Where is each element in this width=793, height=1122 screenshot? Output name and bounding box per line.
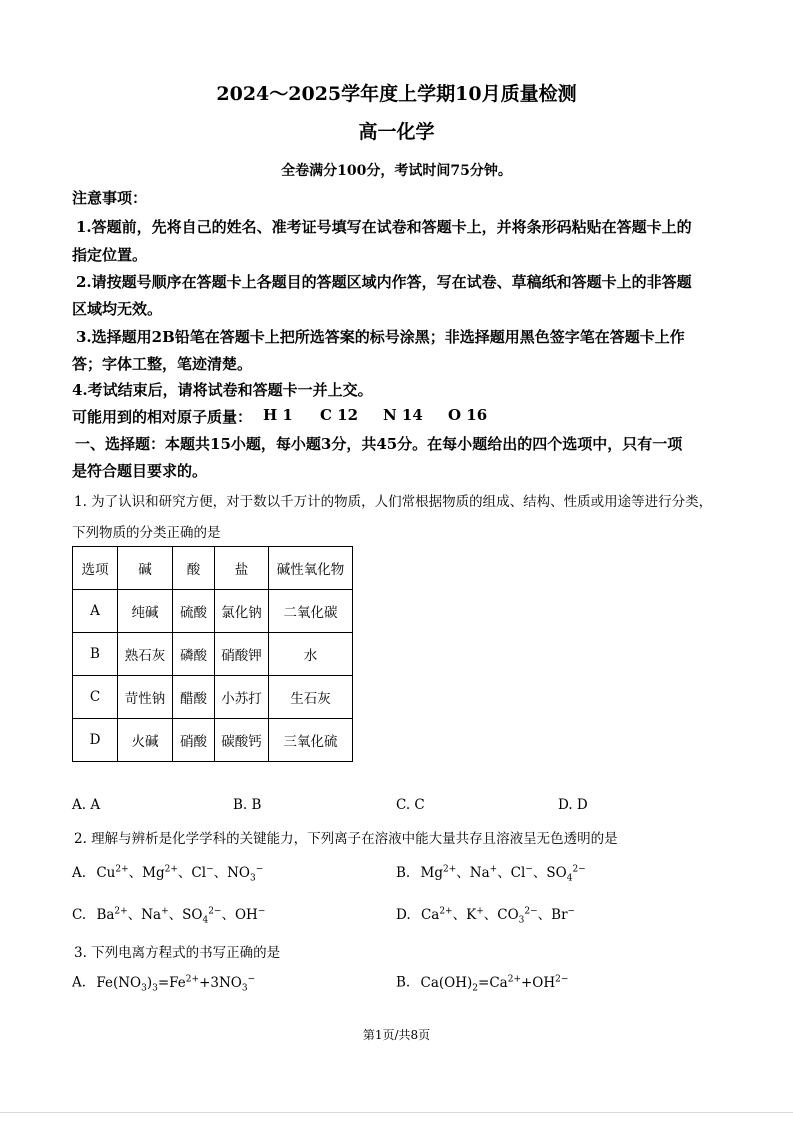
atomic-mass-c: C 12 bbox=[320, 406, 359, 424]
note-3-line-1: 3.选择题用2B铅笔在答题卡上把所选答案的标号涂黑；非选择题用黑色签字笔在答题卡上作 bbox=[76, 328, 685, 346]
table-header-cell: 碱 bbox=[118, 547, 173, 590]
table-cell: 纯碱 bbox=[118, 590, 173, 633]
q2-option-c bbox=[72, 903, 265, 926]
note-4: 4.考试结束后，请将试卷和答题卡一并上交。 bbox=[72, 381, 373, 399]
q1-option-a: A. A bbox=[72, 797, 101, 813]
table-header-cell: 盐 bbox=[215, 547, 269, 590]
formula-image: $Ba^{2+}$、Na+、$SO_4^{2-}$、OH− bbox=[96, 906, 266, 926]
atomic-mass-n: N 14 bbox=[383, 406, 423, 424]
exam-title: 2024～2025学年度上学期10月质量检测 bbox=[216, 83, 577, 105]
table-cell: 小苏打 bbox=[215, 676, 269, 719]
table-cell: 二氧化碳 bbox=[269, 590, 353, 633]
note-2-line-2: 区域均无效。 bbox=[72, 300, 163, 318]
table-header-row bbox=[73, 547, 353, 590]
subject-title: 高一化学 bbox=[358, 121, 435, 143]
table-cell: A bbox=[73, 590, 118, 633]
table-cell: 苛性钠 bbox=[118, 676, 173, 719]
q1-stem-line-2: 下列物质的分类正确的是 bbox=[72, 525, 221, 541]
bottom-divider bbox=[0, 1112, 793, 1113]
option-label: A. bbox=[72, 974, 87, 991]
table-cell: 碳酸钙 bbox=[215, 719, 269, 762]
table-header-cell: 碱性氧化物 bbox=[269, 547, 353, 590]
table-cell: 氯化钠 bbox=[215, 590, 269, 633]
q1-option-c: C. C bbox=[396, 797, 425, 813]
q2-option-d bbox=[396, 903, 575, 926]
table-cell: 生石灰 bbox=[269, 676, 353, 719]
equation-image: $Ca(OH)_2=Ca^{2+}+OH^{2-}$ bbox=[420, 974, 569, 994]
page-footer: 第1页/共8页 bbox=[362, 1028, 431, 1042]
option-label: C. bbox=[72, 907, 87, 923]
q1-option-b: B. B bbox=[233, 797, 262, 813]
table-cell: 硝酸 bbox=[173, 719, 215, 762]
table-cell: 硝酸钾 bbox=[215, 633, 269, 676]
table-header-cell: 选项 bbox=[73, 547, 118, 590]
exam-info: 全卷满分100分，考试时间75分钟。 bbox=[281, 163, 512, 179]
option-label: B. bbox=[396, 865, 411, 881]
option-label: A. bbox=[72, 865, 87, 881]
q2-stem: 2. 理解与辨析是化学学科的关键能力，下列离子在溶液中能大量共存且溶液呈无色透明的是 bbox=[74, 831, 618, 847]
formula-image: $Ca^{2+}$、K+、$CO_3^{2-}$、Br− bbox=[420, 906, 576, 926]
table-cell: 三氧化硫 bbox=[269, 719, 353, 762]
table-header-cell: 酸 bbox=[173, 547, 215, 590]
table-row bbox=[73, 719, 353, 762]
option-label: D. bbox=[396, 907, 411, 923]
section-1-line-1: 一、选择题：本题共15小题，每小题3分，共45分。在每小题给出的四个选项中，只有一项 bbox=[75, 435, 683, 453]
table-cell: 火碱 bbox=[118, 719, 173, 762]
q1-option-d: D. D bbox=[558, 797, 588, 813]
classification-table bbox=[72, 546, 353, 762]
q3-option-b bbox=[396, 974, 568, 993]
table-cell: 熟石灰 bbox=[118, 633, 173, 676]
table-cell: B bbox=[73, 633, 118, 676]
table-cell: D bbox=[73, 719, 118, 762]
equation-image: $Fe(NO_3)_3=Fe^{2+}+3NO_3^-$ bbox=[96, 974, 256, 994]
table-row bbox=[73, 590, 353, 633]
q3-option-a bbox=[72, 974, 255, 993]
table-cell: 硫酸 bbox=[173, 590, 215, 633]
q2-option-b bbox=[396, 861, 586, 884]
table-cell: C bbox=[73, 676, 118, 719]
section-1-line-2: 是符合题目要求的。 bbox=[72, 462, 208, 480]
formula-image: $Mg^{2+}$、Na+、Cl−、$SO_4^{2-}$ bbox=[420, 864, 586, 884]
q2-option-a bbox=[72, 861, 263, 884]
table-cell: 醋酸 bbox=[173, 676, 215, 719]
formula-image: $Cu^{2+}$、$Mg^{2+}$、Cl−、$NO_3^-$ bbox=[96, 864, 264, 884]
table-cell: 磷酸 bbox=[173, 633, 215, 676]
note-2-line-1: 2.请按题号顺序在答题卡上各题目的答题区域内作答，写在试卷、草稿纸和答题卡上的非答题 bbox=[76, 273, 692, 291]
atomic-mass-h: H 1 bbox=[263, 406, 293, 424]
atomic-mass-label: 可能用到的相对原子质量： bbox=[72, 408, 253, 426]
q3-stem: 3. 下列电离方程式的书写正确的是 bbox=[74, 945, 281, 961]
table-row bbox=[73, 676, 353, 719]
q1-stem-line-1: 1. 为了认识和研究方便，对于数以千万计的物质，人们常根据物质的组成、结构、性质或用途等进行分类， bbox=[74, 494, 713, 510]
note-1-line-2: 指定位置。 bbox=[72, 246, 148, 264]
table-cell: 水 bbox=[269, 633, 353, 676]
table-row bbox=[73, 633, 353, 676]
option-label: B. bbox=[396, 974, 411, 991]
note-3-line-2: 答；字体工整，笔迹清楚。 bbox=[72, 355, 253, 373]
atomic-mass-o: O 16 bbox=[448, 406, 488, 424]
note-1-line-1: 1.答题前，先将自己的姓名、准考证号填写在试卷和答题卡上，并将条形码粘贴在答题卡上的 bbox=[76, 218, 692, 236]
notes-heading: 注意事项： bbox=[72, 189, 148, 207]
